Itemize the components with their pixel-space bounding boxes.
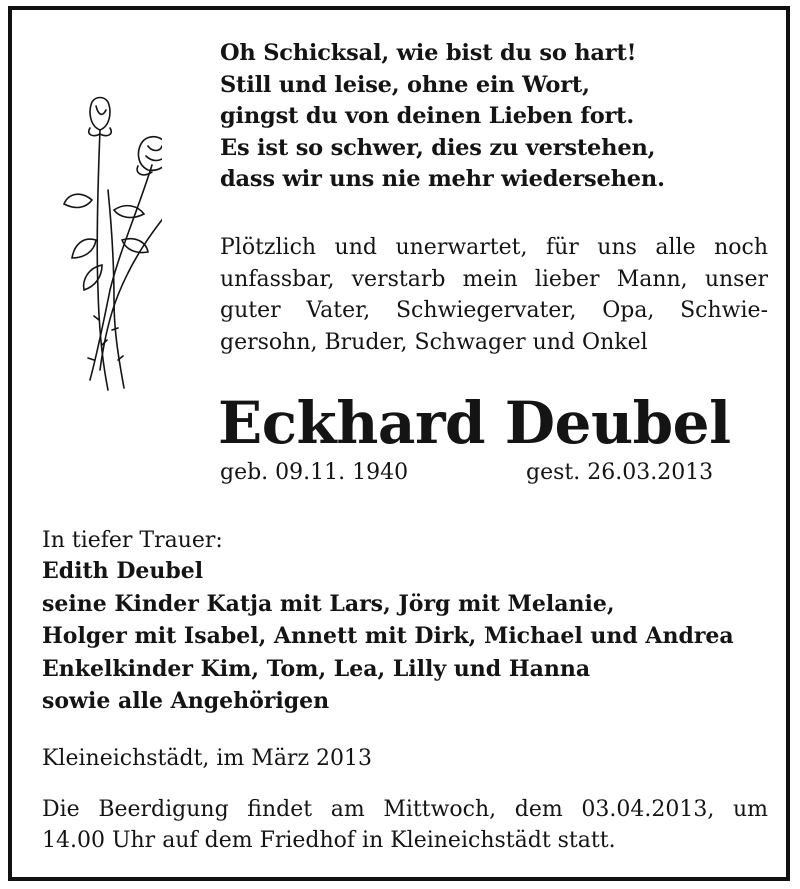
death-date: gest. 26.03.2013 xyxy=(526,460,714,485)
mourner-line: Holger mit Isabel, Annett mit Dirk, Michael und Andrea xyxy=(42,623,734,649)
poem-line: Still und leise, ohne ein Wort, xyxy=(220,71,590,98)
mourner-line: Edith Deubel xyxy=(42,558,204,584)
funeral-line: Die Beerdigung findet am Mittwoch, dem 03.04.2013, um xyxy=(42,797,768,822)
mourners-intro: In tiefer Trauer: xyxy=(42,528,223,553)
birth-date: geb. 09.11. 1940 xyxy=(220,460,409,485)
obituary-notice xyxy=(8,6,790,881)
poem-line: gingst du von deinen Lieben fort. xyxy=(220,103,635,129)
funeral-info xyxy=(42,794,768,856)
funeral-line: 14.00 Uhr auf dem Friedhof in Kleineichstädt statt. xyxy=(42,828,616,853)
mourner-line: Enkelkinder Kim, Tom, Lea, Lilly und Hanna xyxy=(42,655,591,682)
place-and-date: Kleineichstädt, im März 2013 xyxy=(42,746,373,771)
mourner-line: sowie alle Angehörigen xyxy=(42,688,330,714)
poem-line: Es ist so schwer, dies zu verstehen, xyxy=(220,134,656,161)
mourner-line: seine Kinder Katja mit Lars, Jörg mit Melanie, xyxy=(42,590,615,617)
announcement-line: guter Vater, Schwiegervater, Opa, Schwie- xyxy=(220,298,768,324)
deceased-name: Eckhard Deubel xyxy=(218,389,731,457)
poem xyxy=(220,38,665,196)
death-announcement xyxy=(220,232,768,358)
mourners-list xyxy=(42,555,734,718)
poem-line: Oh Schicksal, wie bist du so hart! xyxy=(220,40,637,66)
roses-bouquet-icon xyxy=(52,90,162,395)
announcement-line: gersohn, Bruder, Schwager und Onkel xyxy=(220,329,648,355)
announcement-line: unfassbar, verstarb mein lieber Mann, unser xyxy=(220,266,768,292)
poem-line: dass wir uns nie mehr wiedersehen. xyxy=(220,166,665,192)
announcement-line: Plötzlich und unerwartet, für uns alle noch xyxy=(220,235,768,260)
